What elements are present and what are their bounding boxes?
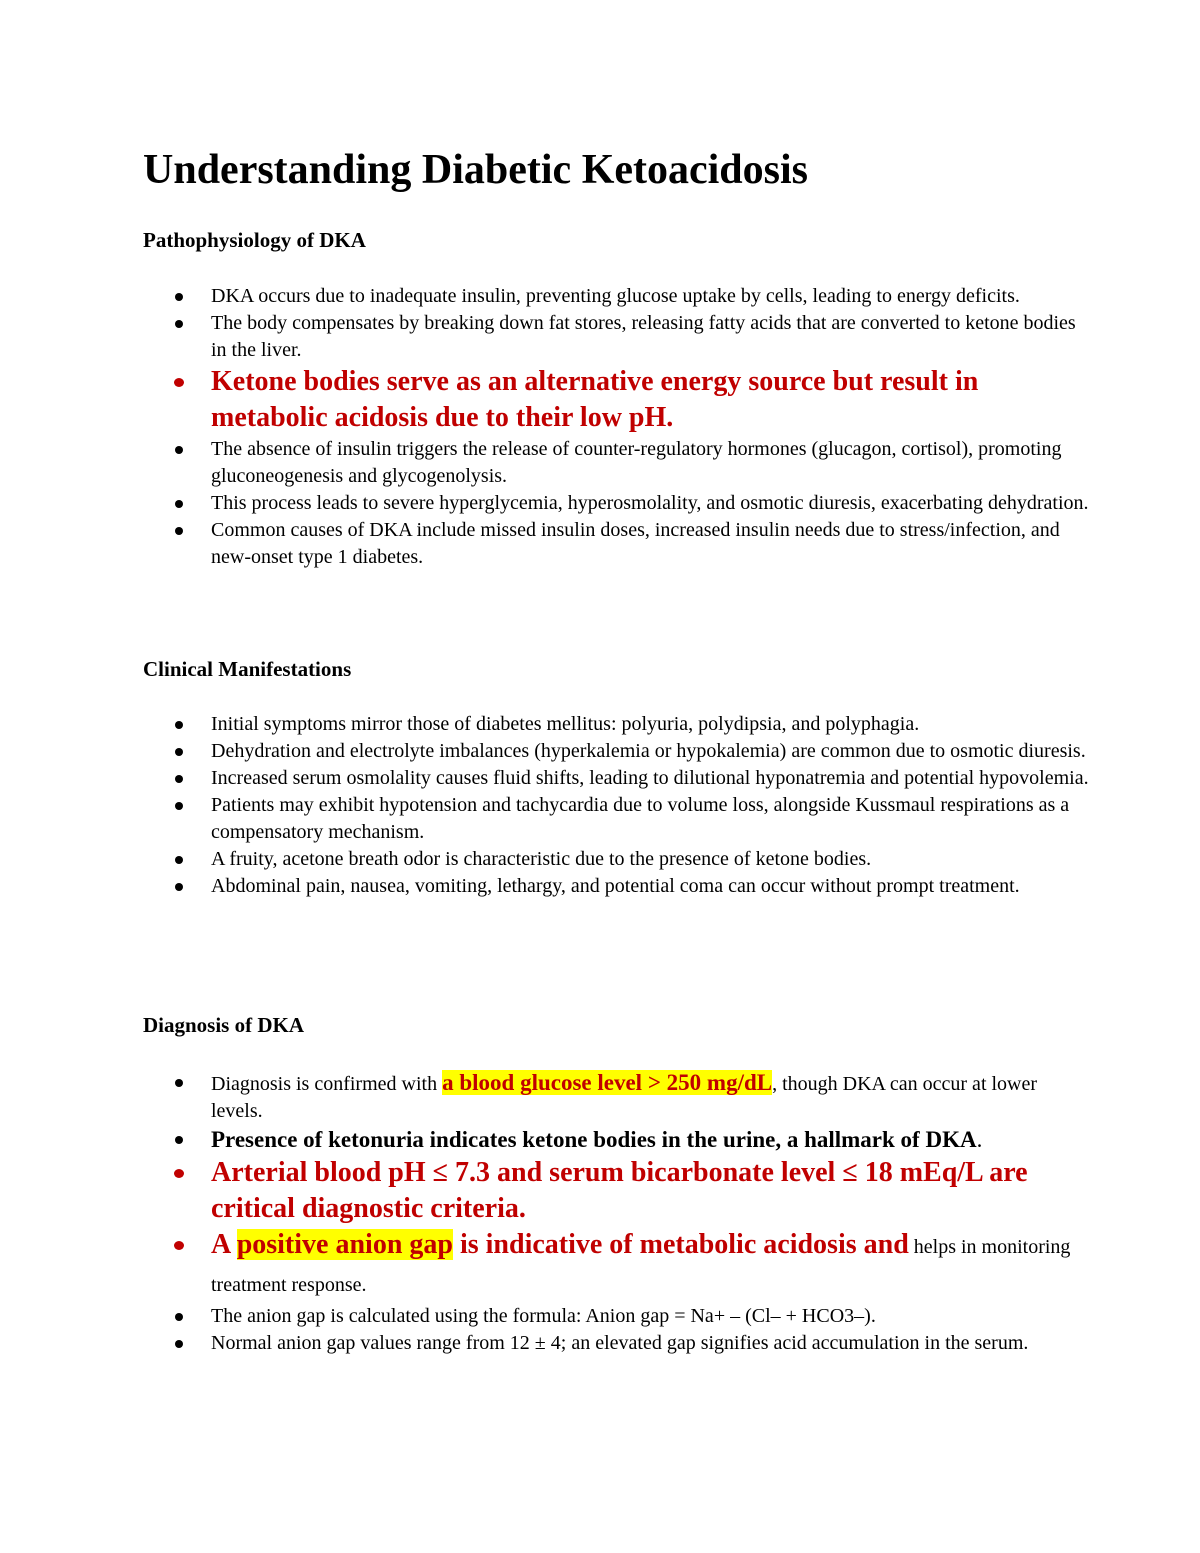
list-item: The absence of insulin triggers the release of counter-regulatory hormones (glucagon, cortisol), promoting gluconeogenesis and glycogenolysis. xyxy=(0,436,1091,490)
list-item: This process leads to severe hyperglycemia, hyperosmolality, and osmotic diuresis, exacerbating dehydration. xyxy=(0,490,1091,517)
clinical-manifestations-list xyxy=(0,711,1200,900)
list-item: The anion gap is calculated using the formula: Anion gap = Na+ – (Cl– + HCO3–). xyxy=(0,1303,1091,1330)
list-item: Common causes of DKA include missed insulin doses, increased insulin needs due to stress/infection, and new-onset type 1 diabetes. xyxy=(0,517,1091,571)
item-text: Diagnosis is confirmed with xyxy=(211,1073,443,1095)
item-text-plain: helps in monitoring treatment response. xyxy=(211,1236,1071,1296)
document-title: Understanding Diabetic Ketoacidosis xyxy=(143,147,809,193)
highlighted-glucose-threshold: a blood glucose level > 250 mg/dL xyxy=(442,1070,773,1095)
list-item: The body compensates by breaking down fat stores, releasing fatty acids that are converted to ketone bodies in the liver. xyxy=(0,310,1091,364)
list-item: Abdominal pain, nausea, vomiting, lethargy, and potential coma can occur without prompt treatment. xyxy=(0,873,1091,900)
diagnosis-list xyxy=(0,1069,1200,1357)
item-text: A xyxy=(211,1229,237,1260)
list-item: Increased serum osmolality causes fluid shifts, leading to dilutional hyponatremia and potential hypovolemia. xyxy=(0,765,1091,792)
section-heading-pathophysiology: Pathophysiology of DKA xyxy=(143,228,366,252)
list-item xyxy=(0,1069,1091,1125)
list-item-emphasis: Ketone bodies serve as an alternative energy source but result in metabolic acidosis due to their low pH. xyxy=(0,364,1091,436)
item-text-end: . xyxy=(976,1127,983,1152)
highlighted-anion-gap: positive anion gap xyxy=(236,1229,453,1260)
list-item: Patients may exhibit hypotension and tachycardia due to volume loss, alongside Kussmaul respirations as a compensatory mechanism. xyxy=(0,792,1091,846)
list-item-emphasis: Arterial blood pH ≤ 7.3 and serum bicarbonate level ≤ 18 mEq/L are critical diagnostic criteria. xyxy=(0,1155,1091,1227)
list-item xyxy=(0,1125,1091,1155)
item-text-bold: Presence of ketonuria indicates ketone bodies in the urine, a hallmark of DKA xyxy=(211,1127,977,1152)
section-heading-clinical-manifestations: Clinical Manifestations xyxy=(143,657,352,681)
item-text: is indicative of metabolic acidosis and xyxy=(452,1229,909,1260)
pathophysiology-list xyxy=(0,283,1200,571)
section-heading-diagnosis: Diagnosis of DKA xyxy=(143,1013,305,1037)
list-item-emphasis xyxy=(0,1227,1091,1303)
list-item: DKA occurs due to inadequate insulin, preventing glucose uptake by cells, leading to energy deficits. xyxy=(0,283,1091,310)
list-item: Normal anion gap values range from 12 ± 4; an elevated gap signifies acid accumulation in the serum. xyxy=(0,1330,1091,1357)
list-item: Initial symptoms mirror those of diabetes mellitus: polyuria, polydipsia, and polyphagia. xyxy=(0,711,1091,738)
item-text: , though DKA can occur at lower levels. xyxy=(211,1073,1038,1122)
list-item: A fruity, acetone breath odor is characteristic due to the presence of ketone bodies. xyxy=(0,846,1091,873)
list-item: Dehydration and electrolyte imbalances (hyperkalemia or hypokalemia) are common due to osmotic diuresis. xyxy=(0,738,1091,765)
